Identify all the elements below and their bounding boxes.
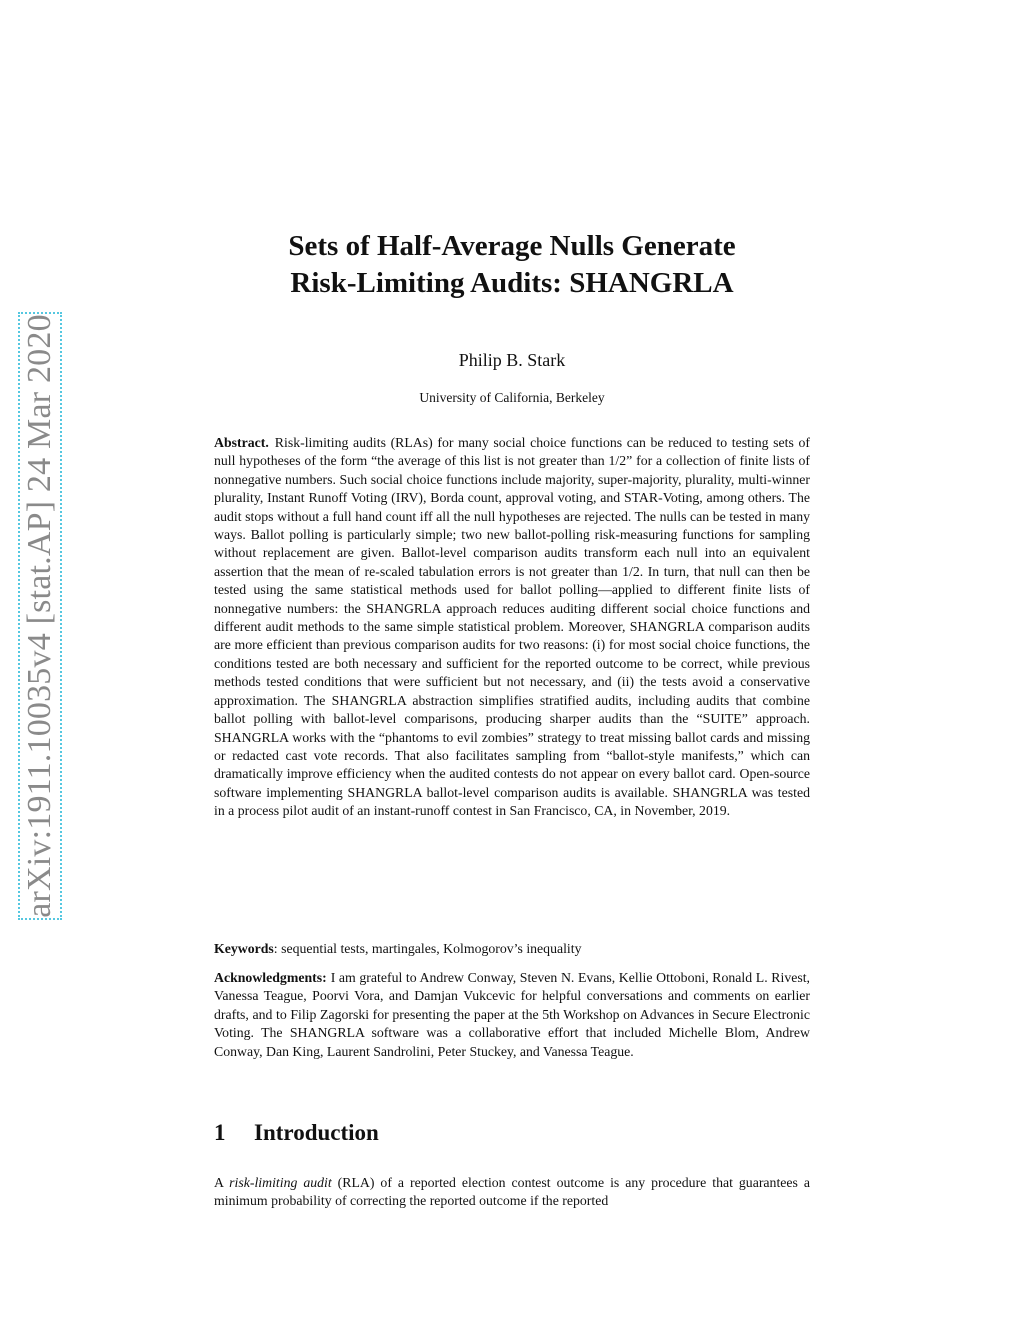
- intro-prefix: A: [214, 1175, 230, 1190]
- acknowledgments-label: Acknowledgments:: [214, 970, 327, 985]
- section-heading-introduction: [214, 1120, 810, 1146]
- keywords-text: : sequential tests, martingales, Kolmogorov’s inequality: [273, 941, 582, 956]
- keywords: [214, 940, 810, 958]
- arxiv-identifier: arXiv:1911.10035v4 [stat.AP] 24 Mar 2020: [21, 314, 58, 918]
- keywords-label: Keywords: [214, 941, 274, 956]
- intro-term: risk-limiting audit: [229, 1175, 332, 1190]
- title-line-2: Risk-Limiting Audits: SHANGRLA: [290, 267, 734, 299]
- abstract-label: Abstract.: [214, 435, 269, 450]
- title-line-1: Sets of Half-Average Nulls Generate: [288, 230, 736, 262]
- section-number: 1: [214, 1120, 226, 1145]
- arxiv-stamp: [18, 312, 62, 920]
- acknowledgments: [214, 969, 810, 1061]
- author-affiliation: University of California, Berkeley: [419, 390, 605, 405]
- section-title: Introduction: [254, 1120, 379, 1145]
- abstract-text: Risk-limiting audits (RLAs) for many social choice functions can be reduced to testing sets of null hypotheses of the form “the average of this list is not greater than 1/2” for a collection of finite lists of nonnegative numbers. Such social choice functions include majority, super-majority, plurality, multi-winner plurality, Instant Runoff Voting (IRV), Borda count, approval voting, and STAR-Voting, among others. The audit stops without a full hand count iff all the null hypotheses are rejected. The nulls can be tested in many ways. Ballot polling is particularly simple; two new ballot-polling risk-measuring functions for sampling without replacement are given. Ballot-level comparison audits transform each null into an equivalent assertion that the mean of re-scaled tabulation errors is not greater than 1/2. In turn, that null can then be tested using the same statistical methods used for ballot polling—applied to different finite lists of nonnegative numbers: the SHANGRLA approach reduces auditing different social choice functions and different audit methods to the same simple statistical problem. Moreover, SHANGRLA comparison audits are more efficient than previous comparison audits for two reasons: (i) for most social choice functions, the conditions tested are both necessary and sufficient for the reported outcome to be correct, while previous methods tested conditions that were sufficient but not necessary, and (ii) the tests avoid a conservative approximation. The SHANGRLA abstraction simplifies stratified audits, including audits that combine ballot polling with ballot-level comparisons, producing sharper audits than the “SUITE” approach. SHANGRLA works with the “phantoms to evil zombies” strategy to treat missing ballot cards and missing or redacted cast vote records. That also facilitates sampling from “ballot-style manifests,” which can dramatically improve efficiency when the audited contests do not appear on every ballot card. Open-source software implementing SHANGRLA ballot-level comparison audits is available. SHANGRLA was tested in a process pilot audit of an instant-runoff contest in San Francisco, CA, in November, 2019.: [214, 435, 810, 819]
- paper-title: [214, 228, 810, 302]
- intro-text: (RLA) of a reported election contest outcome is any procedure that guarantees a minimum probability of correcting the reported outcome if the reported: [214, 1175, 810, 1209]
- author-name: Philip B. Stark: [458, 350, 566, 370]
- introduction-paragraph: [214, 1174, 810, 1211]
- abstract: [214, 434, 810, 821]
- acknowledgments-text: I am grateful to Andrew Conway, Steven N. Evans, Kellie Ottoboni, Ronald L. Rivest, Vanessa Teague, Poorvi Vora, and Damjan Vukcevic for helpful conversations and comments on earlier drafts, and to Filip Zagorski for presenting the paper at the 5th Workshop on Advances in Secure Electronic Voting. The SHANGRLA software was a collaborative effort that included Michelle Blom, Andrew Conway, Dan King, Laurent Sandrolini, Peter Stuckey, and Vanessa Teague.: [214, 970, 810, 1059]
